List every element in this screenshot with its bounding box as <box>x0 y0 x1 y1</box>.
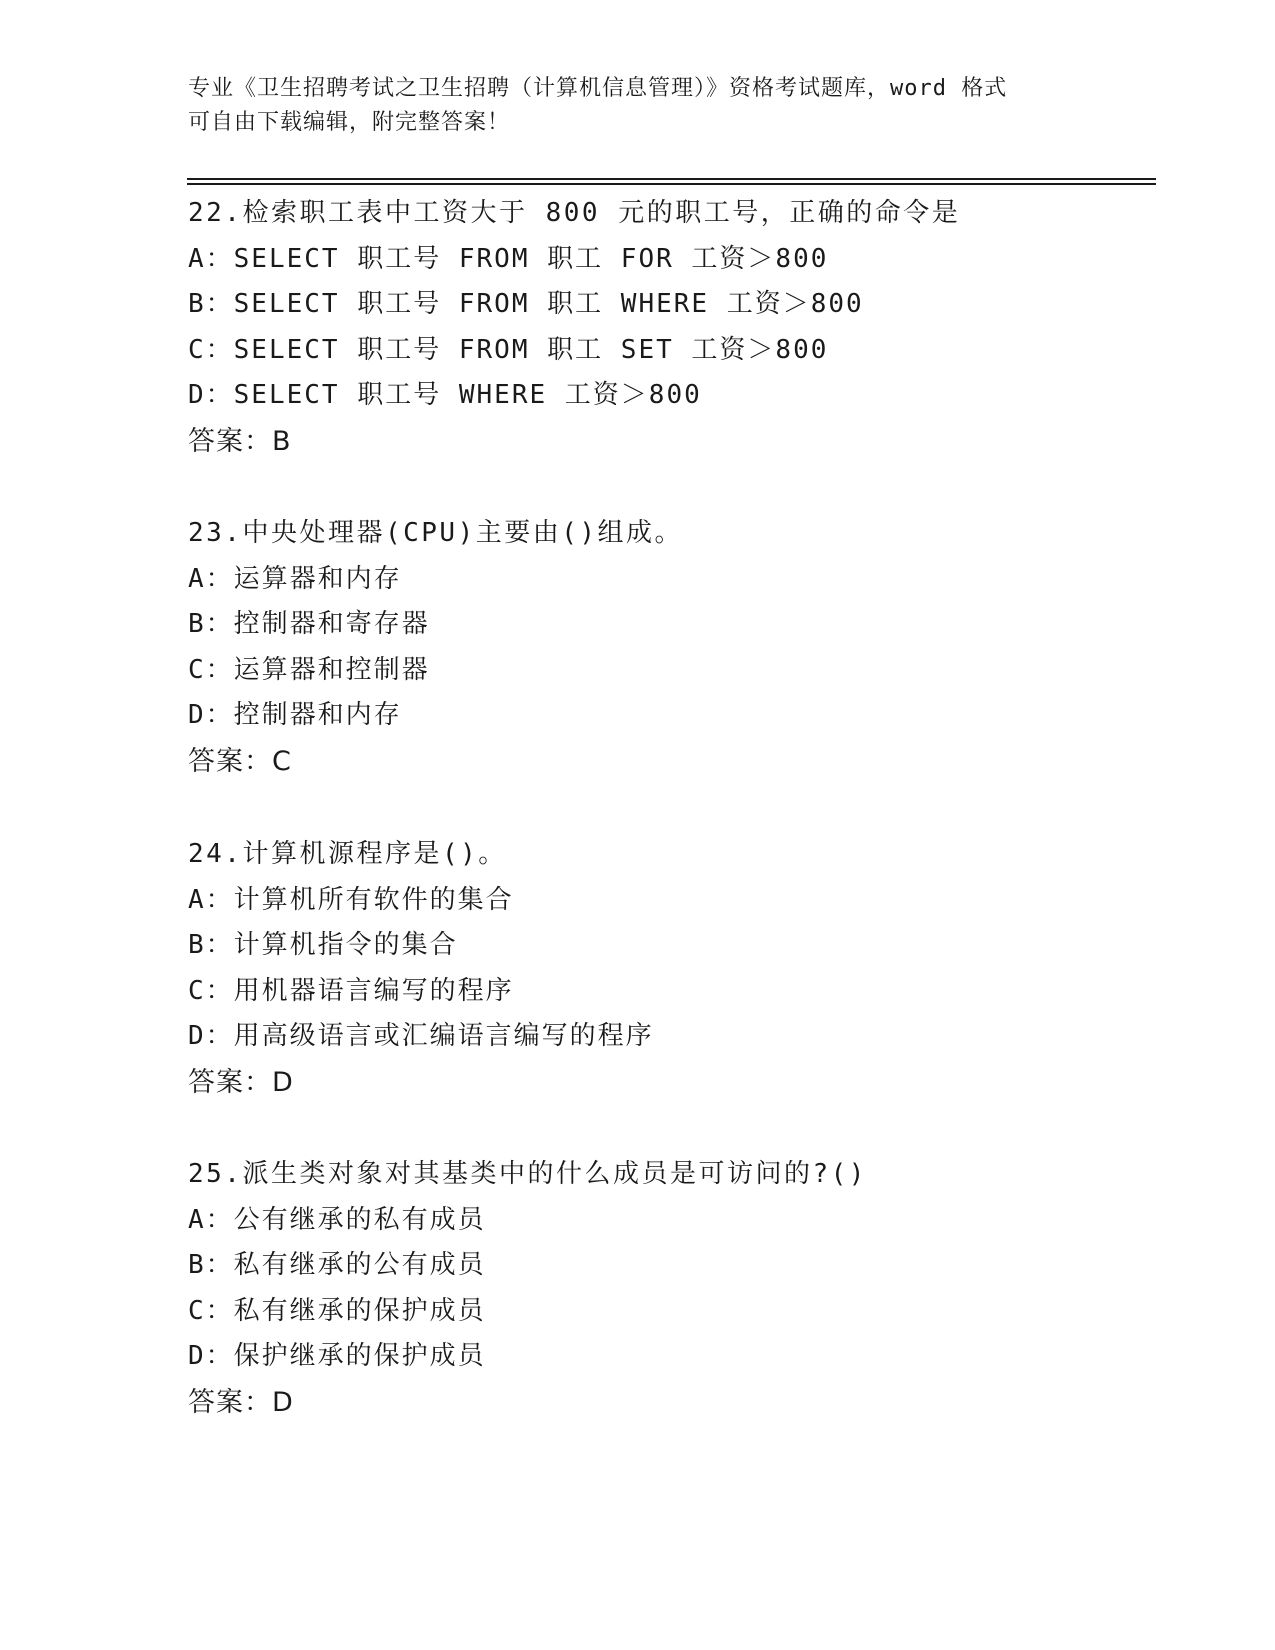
option-c: C：SELECT 职工号 FROM 职工 SET 工资＞800 <box>188 334 829 365</box>
option-c: C：运算器和控制器 <box>188 654 430 685</box>
question-23 <box>188 511 1188 784</box>
document-header <box>188 72 1088 140</box>
question-24 <box>188 832 1188 1105</box>
answer: 答案：B <box>188 425 292 457</box>
answer: 答案：D <box>188 1386 294 1418</box>
question-stem: 24.计算机源程序是()。 <box>188 839 507 869</box>
question-stem: 22.检索职工表中工资大于 800 元的职工号，正确的命令是 <box>188 198 961 228</box>
option-b: B：控制器和寄存器 <box>188 609 430 639</box>
header-rule-bottom <box>187 183 1156 185</box>
answer: 答案：C <box>188 745 292 777</box>
option-b: B：私有继承的公有成员 <box>188 1250 486 1280</box>
question-stem: 23.中央处理器(CPU)主要由()组成。 <box>188 518 684 548</box>
option-a: A：公有继承的私有成员 <box>188 1204 486 1235</box>
option-c: C：用机器语言编写的程序 <box>188 975 514 1006</box>
option-d: D：SELECT 职工号 WHERE 工资＞800 <box>188 380 702 410</box>
option-a: A：SELECT 职工号 FROM 职工 FOR 工资＞800 <box>188 243 829 274</box>
option-d: D：保护继承的保护成员 <box>188 1341 486 1371</box>
option-a: A：运算器和内存 <box>188 563 402 594</box>
question-stem: 25.派生类对象对其基类中的什么成员是可访问的?() <box>188 1159 867 1189</box>
header-line-2: 可自由下载编辑，附完整答案！ <box>188 110 511 135</box>
option-c: C：私有继承的保护成员 <box>188 1295 486 1326</box>
option-b: B：计算机指令的集合 <box>188 930 458 960</box>
option-d: D：用高级语言或汇编语言编写的程序 <box>188 1021 654 1051</box>
option-b: B：SELECT 职工号 FROM 职工 WHERE 工资＞800 <box>188 289 864 319</box>
answer: 答案：D <box>188 1066 294 1098</box>
option-d: D：控制器和内存 <box>188 700 402 730</box>
question-22 <box>188 191 1188 464</box>
question-25 <box>188 1152 1188 1425</box>
header-line-1: 专业《卫生招聘考试之卫生招聘（计算机信息管理）》资格考试题库，word 格式 <box>188 76 1008 101</box>
option-a: A：计算机所有软件的集合 <box>188 884 514 915</box>
header-rule-top <box>187 178 1156 180</box>
